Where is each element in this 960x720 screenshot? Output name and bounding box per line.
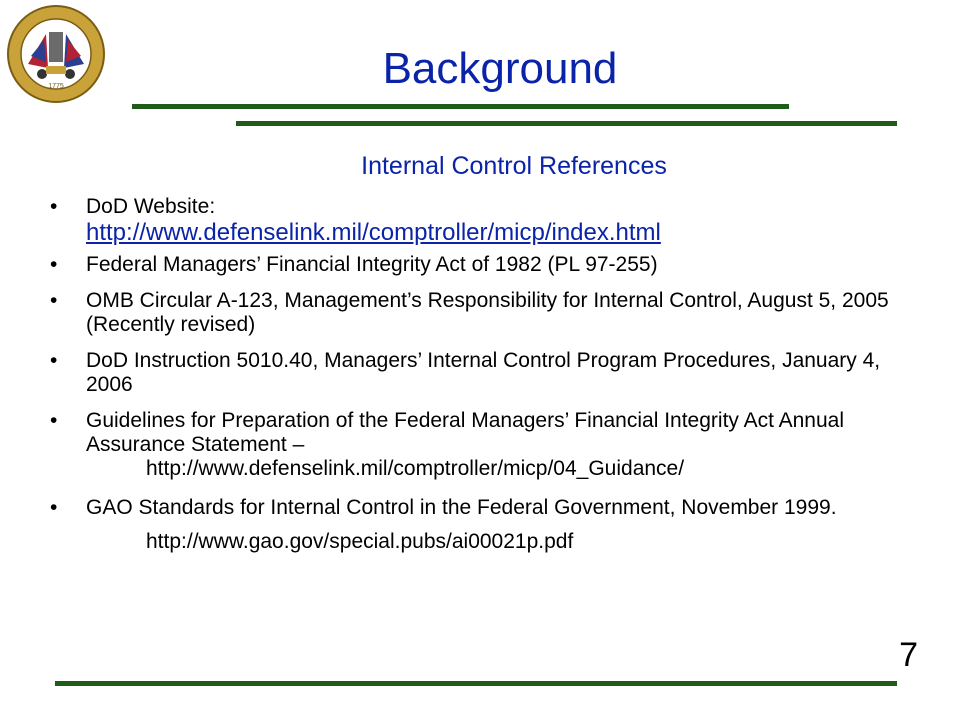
title-rule-bottom bbox=[236, 121, 897, 126]
slide-title: Background bbox=[382, 44, 618, 93]
title-rule-top bbox=[132, 104, 789, 109]
bullet-icon: • bbox=[50, 253, 58, 276]
page-number: 7 bbox=[899, 636, 918, 674]
svg-text:1775: 1775 bbox=[48, 83, 64, 90]
footer-rule bbox=[55, 681, 897, 686]
reference-text: OMB Circular A-123, Management’s Responsibility for Internal Control, August 5, 2005 (Recently revised) bbox=[86, 289, 889, 336]
dod-website-link[interactable]: http://www.defenselink.mil/comptroller/micp/index.html bbox=[86, 219, 661, 246]
list-item bbox=[50, 409, 930, 481]
reference-text: DoD Instruction 5010.40, Managers’ Internal Control Program Procedures, January 4, 2006 bbox=[86, 349, 881, 396]
gao-url[interactable]: http://www.gao.gov/special.pubs/ai00021p.pdf bbox=[146, 530, 574, 553]
bullet-icon: • bbox=[50, 409, 58, 432]
slide-subtitle: Internal Control References bbox=[361, 152, 667, 180]
bullet-icon: • bbox=[50, 496, 58, 519]
list-item bbox=[50, 195, 930, 247]
bullet-icon: • bbox=[50, 289, 58, 312]
reference-text: GAO Standards for Internal Control in the Federal Government, November 1999. bbox=[86, 496, 837, 519]
bullet-icon: • bbox=[50, 349, 58, 372]
list-item bbox=[50, 253, 930, 277]
guidance-url[interactable]: http://www.defenselink.mil/comptroller/micp/04_Guidance/ bbox=[146, 457, 685, 480]
reference-text: DoD Website: bbox=[86, 195, 216, 218]
reference-list bbox=[50, 195, 930, 557]
reference-text: Federal Managers’ Financial Integrity Act of 1982 (PL 97-255) bbox=[86, 253, 658, 276]
reference-text: Guidelines for Preparation of the Federal Managers’ Financial Integrity Act Annual Assurance Statement – bbox=[86, 409, 844, 456]
list-item bbox=[50, 289, 930, 337]
list-item bbox=[50, 493, 930, 557]
bullet-icon: • bbox=[50, 195, 58, 218]
list-item bbox=[50, 349, 930, 397]
